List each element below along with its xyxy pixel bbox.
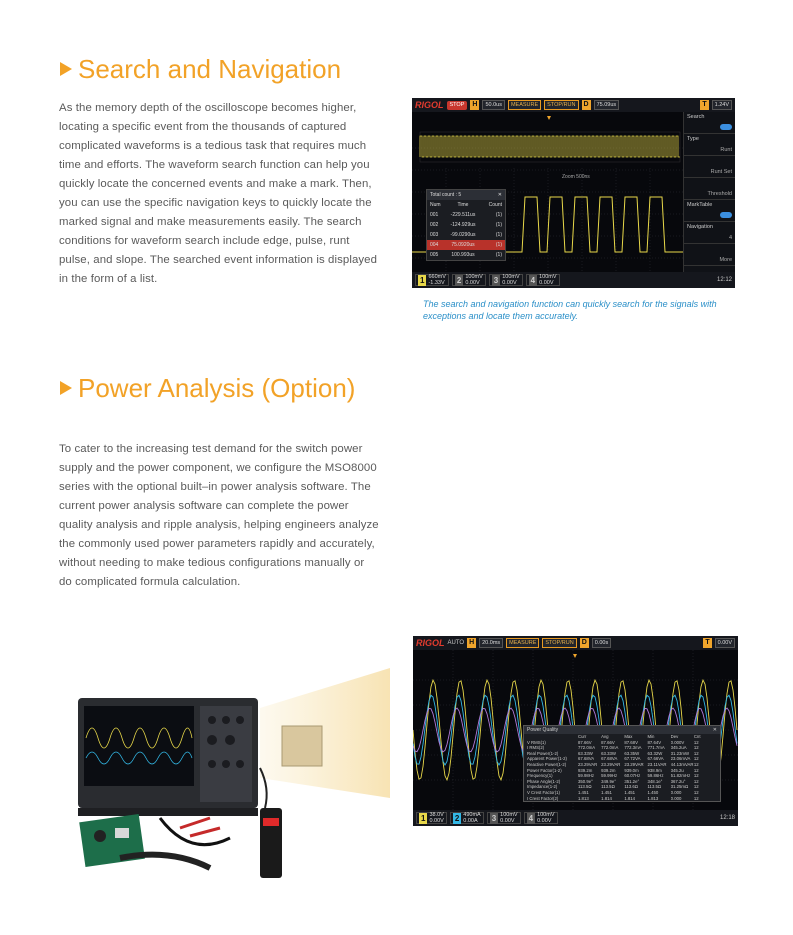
table-cell: 772.0mA bbox=[577, 745, 596, 751]
table-cell: 939.2m bbox=[577, 767, 593, 773]
table-cell: 772.3mA bbox=[624, 745, 642, 751]
section-heading-power bbox=[60, 373, 355, 404]
delay-label: D bbox=[583, 101, 589, 108]
table-cell: 1.814 bbox=[624, 795, 636, 801]
table-header-row: Num Time Count bbox=[430, 202, 502, 208]
table-cell: 63.33W bbox=[601, 750, 616, 756]
table-cell: 938.9m bbox=[647, 767, 662, 773]
table-cell: 113.5Ω bbox=[601, 784, 615, 790]
scope-top-bar bbox=[413, 636, 738, 650]
measure-button[interactable]: MEASURE bbox=[506, 638, 539, 648]
search-caption: The search and navigation function can quickly search for the signals with exceptions and locate them accurately. bbox=[423, 299, 717, 321]
table-cell: 23.29VAR bbox=[601, 761, 621, 767]
table-cell: 12 bbox=[693, 773, 699, 779]
run-status-badge: AUTO bbox=[447, 640, 465, 646]
menu-item-threshold[interactable]: Threshold bbox=[684, 178, 735, 200]
table-cell: 1.451 bbox=[624, 789, 636, 795]
table-cell: 1.813 bbox=[577, 795, 589, 801]
table-cell: 12 bbox=[693, 745, 699, 751]
table-cell: I RMS(2) bbox=[527, 745, 545, 751]
channel-2[interactable]: 2 100mV 0.00V bbox=[452, 274, 486, 286]
table-row bbox=[524, 796, 720, 802]
table-cell: 44.13mVAR bbox=[670, 761, 694, 767]
table-cell: 939.0m bbox=[624, 767, 639, 773]
menu-item-runt-set[interactable]: Runt Set bbox=[684, 156, 735, 178]
horizontal-label: H bbox=[472, 101, 478, 108]
stop-run-button[interactable]: STOP/RUN bbox=[544, 100, 578, 110]
menu-item-more[interactable]: More bbox=[684, 244, 735, 266]
table-cell: 1.814 bbox=[601, 795, 612, 801]
table-cell: 60.07Hz bbox=[624, 773, 641, 779]
table-cell: 1.813 bbox=[647, 795, 659, 801]
horizontal-label: H bbox=[469, 639, 475, 646]
channel-1[interactable]: 1 660mV -1.33V bbox=[415, 274, 449, 286]
scope-bottom-bar bbox=[413, 810, 738, 826]
table-cell: 12 bbox=[693, 756, 699, 762]
close-icon[interactable]: ✕ bbox=[712, 727, 717, 733]
table-cell: 23.06mVA bbox=[670, 756, 691, 762]
table-cell: 1.450 bbox=[647, 789, 659, 795]
table-cell: 59.99Hz bbox=[601, 773, 618, 779]
heading-text: Power Analysis (Option) bbox=[78, 373, 356, 403]
table-cell: 63.35W bbox=[624, 750, 640, 756]
table-cell: 12 bbox=[693, 789, 699, 795]
table-cell: 0.000V bbox=[670, 739, 685, 745]
table-cell: 12 bbox=[693, 778, 699, 784]
table-cell: 0.000 bbox=[670, 795, 682, 801]
table-cell: 67.72VA bbox=[624, 756, 641, 762]
table-cell: 87.64V bbox=[647, 739, 662, 745]
menu-item-type[interactable]: Type Runt bbox=[684, 134, 735, 156]
table-cell: 345.2u bbox=[670, 767, 684, 773]
table-cell: 367.2u° bbox=[670, 778, 686, 784]
scope-bottom-bar bbox=[412, 272, 735, 288]
channel-4[interactable]: 4 100mV 0.00V bbox=[524, 812, 558, 824]
search-paragraph: As the memory depth of the oscilloscope becomes higher, locating a specific event from the thousands of captured complicated waveforms is a tedious task that requires much time and efforts. The waveform search function can help you quickly locate the concerned events and make a mark. Then, you can use the specific navigation keys to quickly locate the marked signal and make measurements easily. The search conditions for waveform search include edge, pulse, runt pulse, and slope. The searched event information is displayed in the form of a list. bbox=[59, 102, 378, 285]
menu-item-navigation[interactable]: Navigation 4 bbox=[684, 222, 735, 244]
delay-value: 75.09us bbox=[594, 100, 620, 110]
table-cell: 348.1e° bbox=[647, 778, 663, 784]
table-cell: 350.9e° bbox=[577, 778, 593, 784]
search-side-menu bbox=[683, 112, 735, 272]
channel-4[interactable]: 4 100mV 0.00V bbox=[526, 274, 560, 286]
brand-logo: RIGOL bbox=[415, 100, 444, 110]
table-cell: 349.9e° bbox=[601, 778, 617, 784]
clock-readout: 12:18 bbox=[719, 815, 735, 821]
power-quality-table bbox=[523, 725, 721, 802]
table-cell: 63.32W bbox=[647, 750, 663, 756]
channel-3[interactable]: 3 100mV 0.00V bbox=[489, 274, 523, 286]
measure-button[interactable]: MEASURE bbox=[508, 100, 541, 110]
table-cell: 31.25mΩ bbox=[670, 784, 689, 790]
close-icon[interactable]: ✕ bbox=[497, 192, 502, 198]
zoom-label: Zoom 500ns bbox=[562, 174, 590, 180]
power-paragraph: To cater to the increasing test demand for the switch power supply and the power component, we configure the MSO8000 series with the optional built–in power analysis software. The current power analysis software can complete the power quality analysis and ripple analysis, helping engineers analyze the commonly used power parameters rapidly and accurately, without needing to make tedious configurations manually or do complicated formula calculation. bbox=[59, 443, 379, 588]
table-cell: Impedance(1-2) bbox=[527, 784, 558, 790]
search-result-table bbox=[426, 189, 506, 261]
table-cell: Reactive Power(1-2) bbox=[527, 761, 567, 767]
table-cell: 23.11VAR bbox=[647, 761, 667, 767]
table-cell: 67.66VA bbox=[647, 756, 664, 762]
table-cell: 1.451 bbox=[601, 789, 612, 795]
table-cell: 113.6Ω bbox=[624, 784, 638, 790]
trigger-level: 0.00V bbox=[715, 638, 735, 648]
stop-run-button[interactable]: STOP/RUN bbox=[542, 638, 576, 648]
trigger-label: T bbox=[702, 101, 707, 108]
marktable-toggle[interactable] bbox=[720, 212, 732, 218]
table-cell: V Crest Factor(1) bbox=[527, 789, 560, 795]
table-cell: 59.86Hz bbox=[647, 773, 664, 779]
table-cell: Power Factor(1-2) bbox=[527, 767, 562, 773]
table-cell: 12 bbox=[693, 795, 699, 801]
table-cell: Apparent Power(1-2) bbox=[527, 756, 567, 762]
timebase-value: 20.0ms bbox=[479, 638, 503, 648]
table-cell: 23.29VAR bbox=[577, 761, 598, 767]
table-cell: 59.98Hz bbox=[577, 773, 594, 779]
table-cell: 771.7mA bbox=[647, 745, 665, 751]
trigger-level: 1.24V bbox=[712, 100, 732, 110]
trigger-label: T bbox=[705, 639, 710, 646]
table-cell: 0.000 bbox=[670, 789, 682, 795]
table-cell: 772.0mA bbox=[601, 745, 619, 751]
section-heading-search bbox=[60, 54, 341, 85]
table-cell: 12 bbox=[693, 761, 699, 767]
table-title: Total count : 5 bbox=[430, 192, 462, 198]
table-cell: Phase Angle(1-2) bbox=[527, 778, 561, 784]
search-toggle[interactable] bbox=[720, 124, 732, 130]
triangle-bullet-icon bbox=[60, 62, 72, 76]
menu-item-search[interactable]: Search bbox=[684, 112, 735, 134]
table-cell: 939.2m bbox=[601, 767, 616, 773]
product-photo-illustration bbox=[60, 668, 390, 888]
table-cell: 12 bbox=[693, 767, 699, 773]
table-cell: 351.2e° bbox=[624, 778, 640, 784]
timebase-value: 50.0us bbox=[482, 100, 505, 110]
channel-2[interactable]: 2 490mA 0.00A bbox=[450, 812, 484, 824]
triangle-bullet-icon bbox=[60, 381, 72, 395]
clock-readout: 12:12 bbox=[716, 277, 732, 283]
table-row[interactable]: 003 -99.0290us (1) bbox=[430, 232, 502, 238]
table-cell: 31.23mW bbox=[670, 750, 690, 756]
table-cell: 87.66V bbox=[601, 739, 615, 745]
scope-screen-search bbox=[412, 98, 735, 288]
table-row[interactable]: 005 100.993us (1) bbox=[430, 252, 502, 258]
table-row[interactable]: 001 -229.511us (1) bbox=[430, 212, 502, 218]
table-cell: 345.2uA bbox=[670, 745, 687, 751]
channel-3[interactable]: 3 100mV 0.00V bbox=[487, 812, 521, 824]
table-cell: V RMS(1) bbox=[527, 739, 546, 745]
scope-screen-power bbox=[413, 636, 738, 826]
table-cell: Frequency(1) bbox=[527, 773, 553, 779]
heading-text: Search and Navigation bbox=[78, 54, 342, 84]
table-cell: 113.5Ω bbox=[647, 784, 662, 790]
table-row[interactable]: 002 -124.929us (1) bbox=[430, 222, 502, 228]
menu-item-marktable[interactable]: MarkTable bbox=[684, 200, 735, 222]
table-cell: 87.68V bbox=[624, 739, 638, 745]
table-cell: Real Power(1-2) bbox=[527, 750, 559, 756]
table-cell: 1.451 bbox=[577, 789, 589, 795]
table-title: Power Quality bbox=[527, 727, 559, 733]
table-cell: 51.82mHz bbox=[670, 773, 691, 779]
table-cell: 12 bbox=[693, 784, 699, 790]
brand-logo: RIGOL bbox=[416, 638, 445, 648]
table-cell: 23.29VAR bbox=[624, 761, 644, 767]
table-cell: 63.33W bbox=[577, 750, 593, 756]
run-status-badge: STOP bbox=[447, 101, 468, 110]
table-cell: 12 bbox=[693, 739, 699, 745]
table-row-selected[interactable]: 004 75.0920us (1) bbox=[427, 240, 505, 250]
table-cell: I Crest Factor(2) bbox=[527, 795, 559, 801]
scope-top-bar bbox=[412, 98, 735, 112]
table-cell: 12 bbox=[693, 750, 699, 756]
delay-value: 0.00s bbox=[592, 638, 611, 648]
channel-1[interactable]: 1 38.0V 0.00V bbox=[416, 812, 447, 824]
table-cell: 113.5Ω bbox=[577, 784, 592, 790]
table-cell: 87.66V bbox=[577, 739, 592, 745]
delay-label: D bbox=[581, 639, 587, 646]
table-cell: 67.68VA bbox=[601, 756, 618, 762]
table-header-row: Curr Avg Max Min Dev Cnt bbox=[577, 734, 701, 739]
table-cell: 67.68VA bbox=[577, 756, 595, 762]
